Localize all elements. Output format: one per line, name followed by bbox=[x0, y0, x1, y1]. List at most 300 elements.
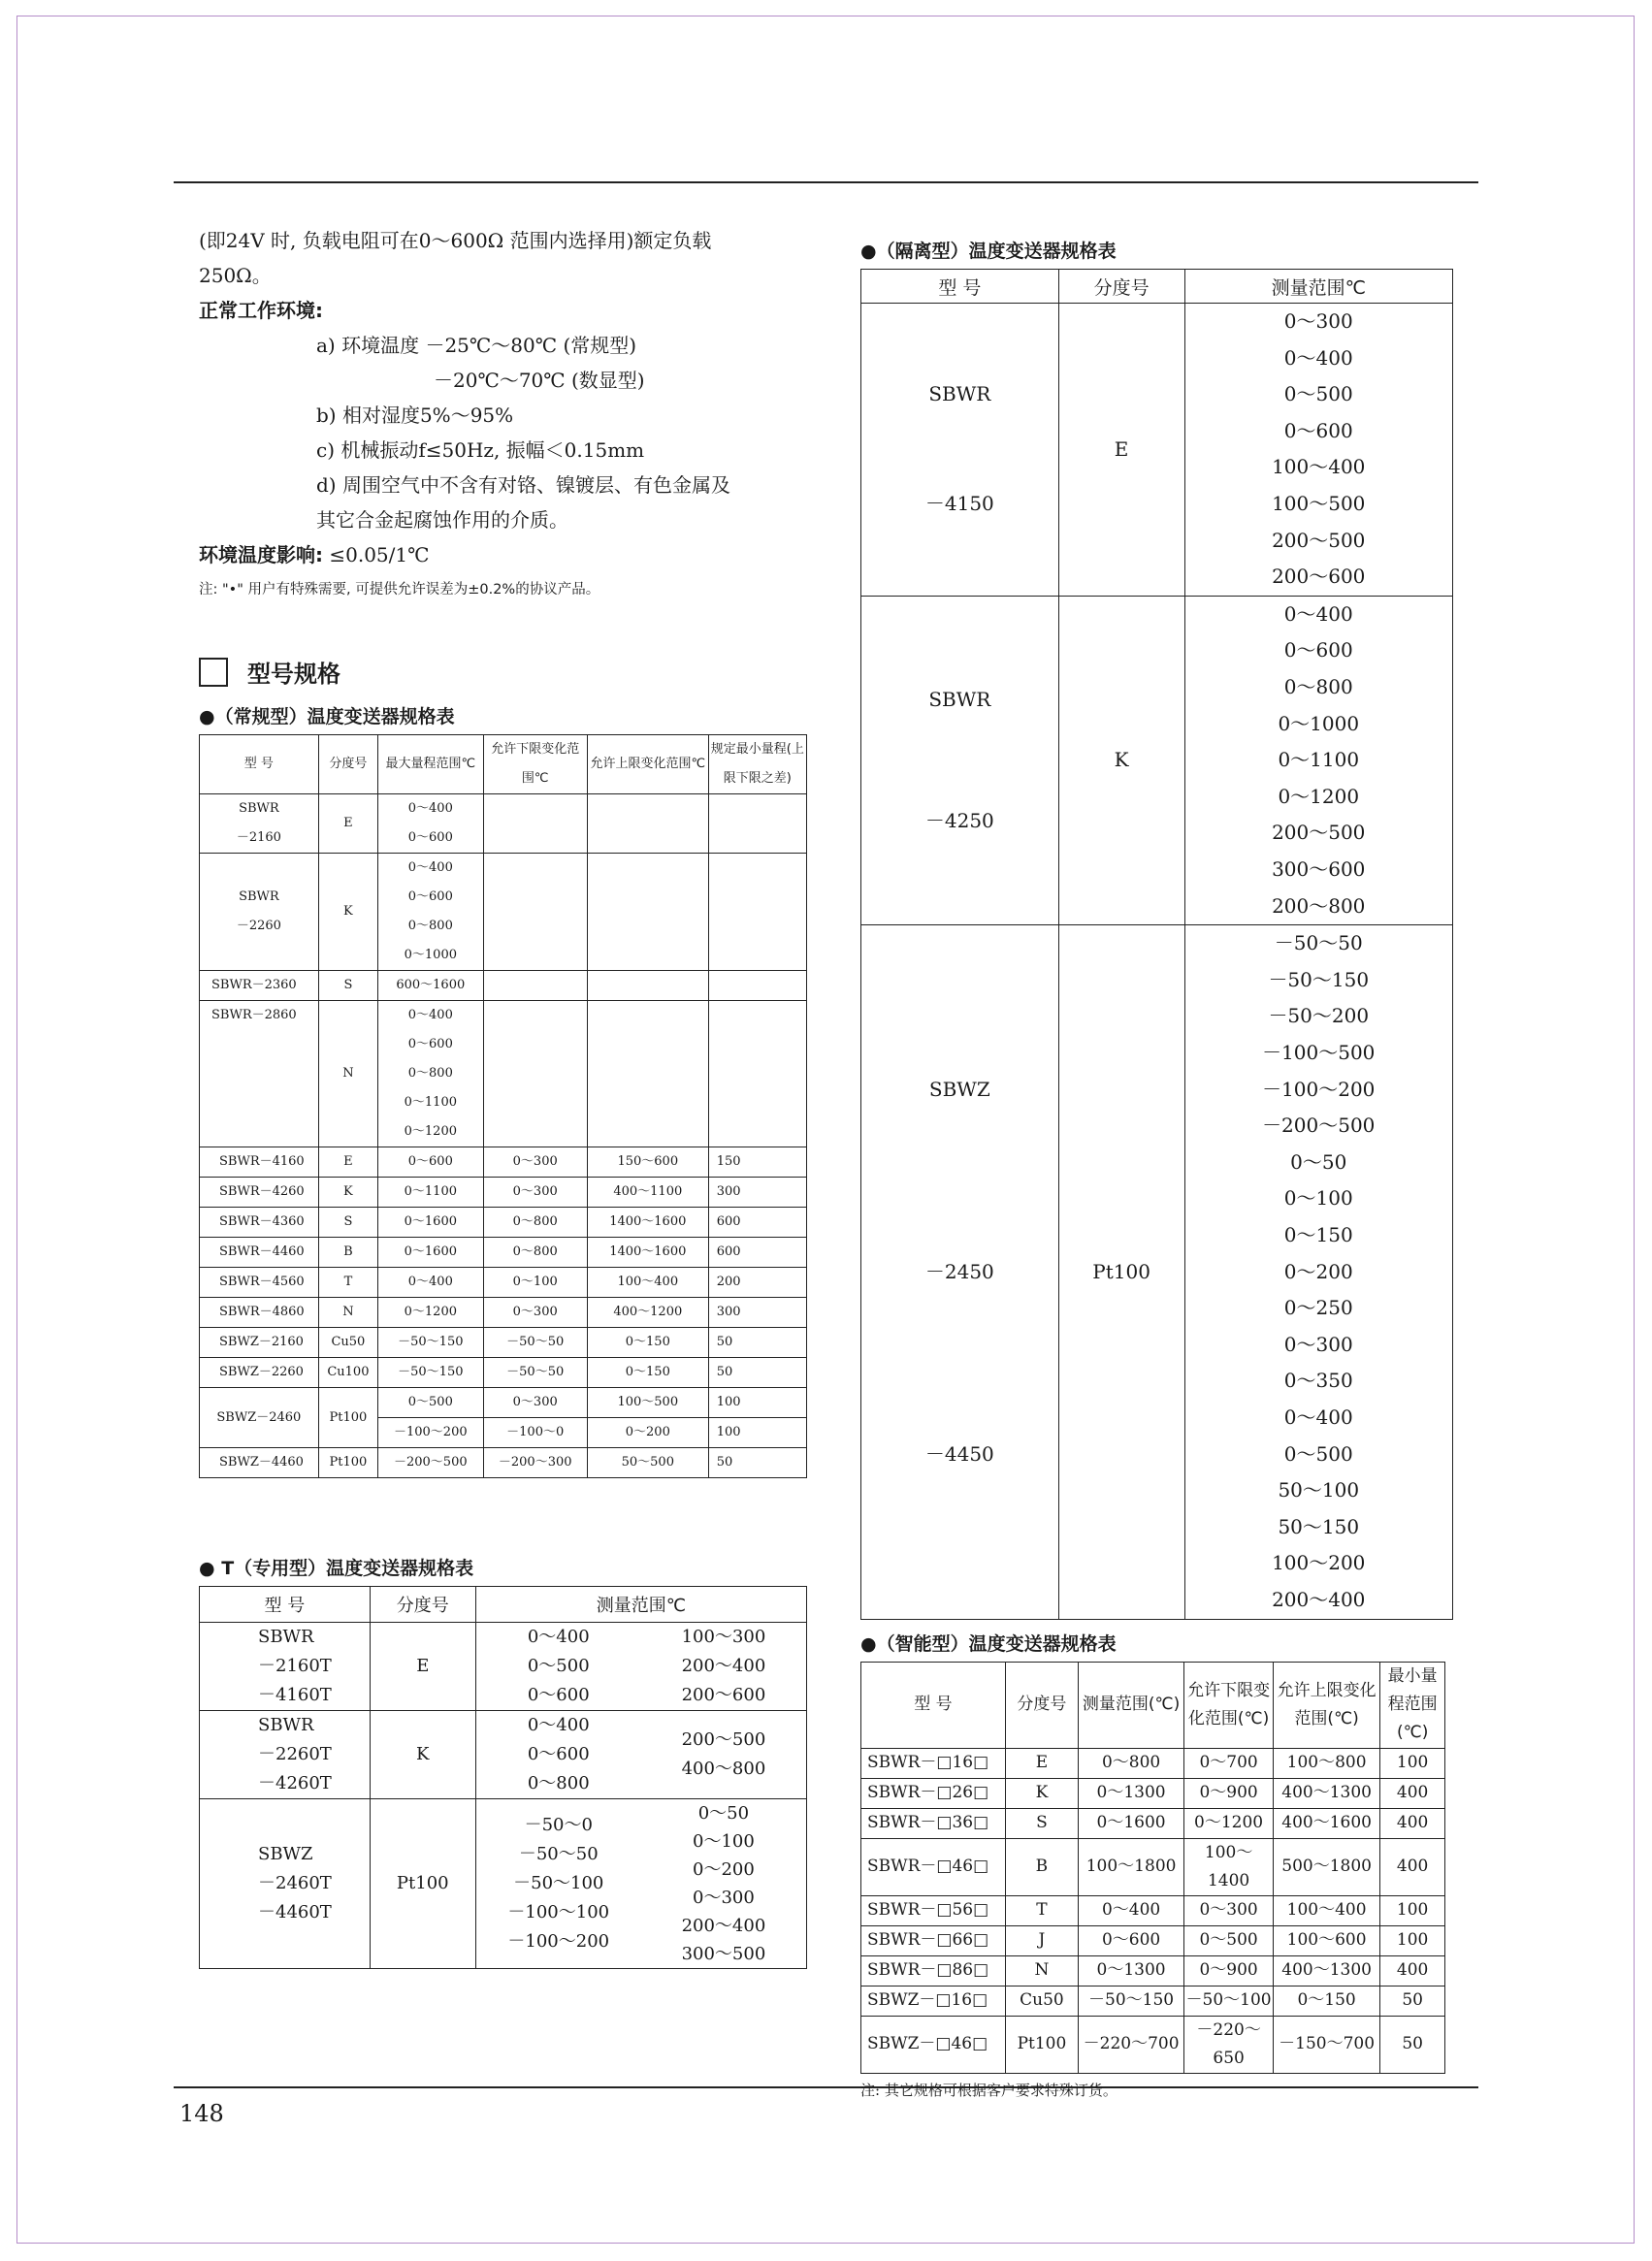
model-cell bbox=[200, 1711, 371, 1799]
cell-line: －2260 bbox=[236, 919, 281, 933]
cell-line: －2260T bbox=[258, 1744, 332, 1764]
model-cell bbox=[861, 925, 1059, 1619]
cell-line: 0～400 bbox=[1283, 345, 1353, 370]
table-row bbox=[861, 2016, 1445, 2073]
table-cell: K bbox=[1005, 1778, 1078, 1808]
table-cell: －100～0 bbox=[483, 1418, 587, 1448]
table-cell: 0～150 bbox=[1273, 1986, 1379, 2016]
empty-cell bbox=[708, 1001, 806, 1147]
table-cell: 100～500 bbox=[587, 1388, 708, 1418]
cell-line: 0～400 bbox=[407, 1008, 453, 1022]
table-cell: Pt100 bbox=[1005, 2016, 1078, 2073]
table-cell: 0～300 bbox=[483, 1147, 587, 1178]
cell-line: 0～800 bbox=[407, 919, 453, 933]
table-cell: 100 bbox=[1380, 1895, 1445, 1925]
left-column bbox=[199, 223, 820, 1969]
cell-line: SBWR bbox=[239, 801, 279, 816]
table-row bbox=[200, 1208, 807, 1238]
cell-line: 0～400 bbox=[527, 1627, 590, 1647]
table-cell: 0～300 bbox=[1184, 1895, 1274, 1925]
table-cell: 100 bbox=[1380, 1748, 1445, 1778]
range-list bbox=[641, 1799, 806, 1968]
table-cell: 100～600 bbox=[1273, 1925, 1379, 1955]
env-item: c) 机械振动f≤50Hz, 振幅＜0.15mm bbox=[316, 438, 645, 462]
cell-line: 300～600 bbox=[1272, 856, 1366, 881]
table-cell: T bbox=[318, 1268, 377, 1298]
column-header: 型 号 bbox=[200, 1587, 371, 1623]
cell-line: 0～600 bbox=[1283, 418, 1353, 442]
range-cell bbox=[475, 1799, 806, 1969]
table-cell: 50 bbox=[708, 1358, 806, 1388]
table-cell: 0～700 bbox=[1184, 1748, 1274, 1778]
cell-line: 0～100 bbox=[693, 1831, 755, 1852]
table-row bbox=[861, 1895, 1445, 1925]
table-cell: 0～400 bbox=[378, 1268, 483, 1298]
empty-cell bbox=[708, 971, 806, 1001]
cell-line: －4450 bbox=[924, 1441, 994, 1466]
table-cell: 0～1200 bbox=[1184, 1808, 1274, 1838]
table-cell: SBWR－□16□ bbox=[861, 1748, 1006, 1778]
graduation-cell: K bbox=[370, 1711, 475, 1799]
cell-line: 400～800 bbox=[681, 1759, 766, 1779]
model-cell bbox=[200, 1799, 371, 1969]
table-cell: 0～300 bbox=[483, 1298, 587, 1328]
range-cell bbox=[378, 1001, 483, 1147]
cell-line: SBWR bbox=[258, 1627, 314, 1647]
table-cell: 500～1800 bbox=[1273, 1838, 1379, 1895]
cell-line: SBWZ bbox=[928, 1077, 990, 1101]
note: 注: "•" 用户有特殊需要, 可提供允许误差为±0.2%的协议产品。 bbox=[199, 582, 600, 598]
spec-note: 注: 其它规格可根据客户要求特殊订货。 bbox=[860, 2081, 1118, 2099]
model-cell bbox=[200, 971, 319, 1001]
table-row bbox=[861, 1955, 1445, 1986]
cell-line: 0～300 bbox=[693, 1888, 755, 1908]
cell-line: SBWR bbox=[928, 382, 991, 406]
table-cell: －50～50 bbox=[483, 1328, 587, 1358]
cell-line: 0～600 bbox=[527, 1744, 590, 1764]
cell-line: 0～350 bbox=[1283, 1369, 1353, 1393]
model-cell bbox=[200, 1623, 371, 1711]
table-row bbox=[861, 1838, 1445, 1895]
column-header: 最小量程范围(℃) bbox=[1380, 1662, 1445, 1748]
column-header: 规定最小量程(上限下限之差) bbox=[708, 735, 806, 794]
cell-line: 0～600 bbox=[407, 830, 453, 845]
table-cell: －50～150 bbox=[1078, 1986, 1183, 2016]
cell-line: SBWR－2860 bbox=[211, 1008, 297, 1022]
env-heading: 正常工作环境: bbox=[199, 299, 323, 322]
cell-line: 0～100 bbox=[1283, 1186, 1353, 1211]
table-cell: 50 bbox=[708, 1328, 806, 1358]
cell-line: SBWR bbox=[928, 687, 991, 711]
cell-line: －200～500 bbox=[1262, 1114, 1376, 1138]
cell-line: 0～400 bbox=[407, 860, 453, 875]
cell-line: －50～0 bbox=[524, 1815, 593, 1835]
cell-line: 0～400 bbox=[1283, 1405, 1353, 1429]
header-rule bbox=[174, 181, 1478, 183]
cell-line: －2160 bbox=[236, 830, 281, 845]
table-caption: ● T（专用型）温度变送器规格表 bbox=[199, 1558, 474, 1579]
cell-line: －2450 bbox=[924, 1259, 994, 1283]
table-row bbox=[200, 1268, 807, 1298]
cell-line: －50～200 bbox=[1268, 1004, 1370, 1028]
model-cell: SBWZ－2460 bbox=[200, 1388, 319, 1448]
table-cell: 600 bbox=[708, 1208, 806, 1238]
column-header: 测量范围℃ bbox=[475, 1587, 806, 1623]
table-caption: ●（常规型）温度变送器规格表 bbox=[199, 706, 455, 727]
table-cell: －220～700 bbox=[1078, 2016, 1183, 2073]
range-list bbox=[476, 1711, 641, 1798]
table-cell: －50～150 bbox=[378, 1328, 483, 1358]
table-cell: SBWZ－□16□ bbox=[861, 1986, 1006, 2016]
cell-line: －50～100 bbox=[513, 1873, 604, 1893]
table-cell: 0～1600 bbox=[378, 1208, 483, 1238]
table-row bbox=[200, 1388, 807, 1418]
table-cell: SBWR－□86□ bbox=[861, 1955, 1006, 1986]
table-cell: 400～1100 bbox=[587, 1178, 708, 1208]
range-cell bbox=[1184, 304, 1453, 597]
cell-line: 0～500 bbox=[1283, 1441, 1353, 1466]
table-cell: 0～1300 bbox=[1078, 1955, 1183, 1986]
cell-line: 200～600 bbox=[681, 1685, 766, 1705]
table-cell: 1400～1600 bbox=[587, 1238, 708, 1268]
table-cell: SBWR－4260 bbox=[200, 1178, 319, 1208]
table-cell: 0～150 bbox=[587, 1358, 708, 1388]
empty-cell bbox=[483, 794, 587, 854]
cell-line: 0～400 bbox=[407, 801, 453, 816]
cell-line: －2160T bbox=[258, 1656, 332, 1676]
graduation-cell: Pt100 bbox=[370, 1799, 475, 1969]
section-title: 型号规格 bbox=[247, 661, 340, 688]
cell-line: 0～300 bbox=[1283, 1332, 1353, 1356]
column-header: 测量范围℃ bbox=[1184, 270, 1453, 304]
table-cell: 400～1300 bbox=[1273, 1955, 1379, 1986]
table-cell: 300 bbox=[708, 1298, 806, 1328]
range-cell bbox=[475, 1711, 806, 1799]
table-cell: Cu50 bbox=[1005, 1986, 1078, 2016]
cell-line: 0～800 bbox=[407, 1066, 453, 1081]
cell-line: －100～100 bbox=[507, 1902, 610, 1922]
table-cell: SBWR－4460 bbox=[200, 1238, 319, 1268]
cell-line: 0～800 bbox=[1283, 675, 1353, 698]
graduation-cell: E bbox=[370, 1623, 475, 1711]
table-row bbox=[200, 1711, 807, 1799]
cell-line: －100～200 bbox=[507, 1931, 610, 1952]
empty-cell bbox=[708, 794, 806, 854]
table-cell: 100 bbox=[1380, 1925, 1445, 1955]
cell-line: 0～50 bbox=[1290, 1149, 1347, 1174]
right-column bbox=[860, 231, 1462, 2100]
graduation-cell: E bbox=[318, 794, 377, 854]
cell-line: 200～500 bbox=[1272, 528, 1366, 552]
cell-line: 100～400 bbox=[1272, 455, 1366, 479]
table-cell: －100～200 bbox=[378, 1418, 483, 1448]
table-cell: SBWR－□46□ bbox=[861, 1838, 1006, 1895]
cell-line: －4260T bbox=[258, 1773, 332, 1793]
cell-line: 0～1200 bbox=[404, 1124, 457, 1139]
table-cell: －200～300 bbox=[483, 1448, 587, 1478]
table-row bbox=[861, 1925, 1445, 1955]
table-caption: ●（隔离型）温度变送器规格表 bbox=[860, 241, 1117, 262]
table-cell: S bbox=[1005, 1808, 1078, 1838]
table-cell: 600 bbox=[708, 1238, 806, 1268]
table-row bbox=[200, 1358, 807, 1388]
intro-line-2: 250Ω。 bbox=[199, 264, 272, 287]
table-cell: 400 bbox=[1380, 1808, 1445, 1838]
column-header: 分度号 bbox=[1058, 270, 1184, 304]
graduation-cell: K bbox=[1058, 596, 1184, 924]
table-cell: 0～300 bbox=[483, 1178, 587, 1208]
cell-line: 200～600 bbox=[1272, 565, 1366, 589]
table-cell: SBWR－□36□ bbox=[861, 1808, 1006, 1838]
cell-line: 0～400 bbox=[527, 1715, 590, 1735]
temp-influence-label: 环境温度影响: bbox=[199, 543, 323, 566]
table-row bbox=[200, 1799, 807, 1969]
table-cell: Cu100 bbox=[318, 1358, 377, 1388]
cell-line: 0～1100 bbox=[1278, 748, 1360, 772]
table-cell: SBWZ－□46□ bbox=[861, 2016, 1006, 2073]
table-row bbox=[200, 1328, 807, 1358]
table-cell: 0～1600 bbox=[1078, 1808, 1183, 1838]
cell-line: 0～600 bbox=[407, 1037, 453, 1051]
graduation-cell: Pt100 bbox=[318, 1388, 377, 1448]
table-cell: 0～1600 bbox=[378, 1238, 483, 1268]
column-header: 允许下限变化范围(℃) bbox=[1184, 1662, 1274, 1748]
table-cell: N bbox=[1005, 1955, 1078, 1986]
cell-line: －4250 bbox=[924, 808, 994, 832]
cell-line: －100～200 bbox=[1262, 1077, 1376, 1101]
cell-line: 0～150 bbox=[1283, 1222, 1353, 1246]
cell-line: －2460T bbox=[258, 1873, 332, 1893]
cell-line: 0～200 bbox=[1283, 1259, 1353, 1283]
table-cell: 100～1800 bbox=[1078, 1838, 1183, 1895]
cell-line: 0～1100 bbox=[404, 1095, 457, 1110]
graduation-cell: K bbox=[318, 854, 377, 971]
range-cell bbox=[378, 971, 483, 1001]
table-cell: 0～800 bbox=[483, 1238, 587, 1268]
cell-line: 200～500 bbox=[1272, 821, 1366, 845]
empty-cell bbox=[587, 854, 708, 971]
column-header: 允许上限变化范围℃ bbox=[587, 735, 708, 794]
empty-cell bbox=[483, 1001, 587, 1147]
model-cell bbox=[200, 794, 319, 854]
table-cell: 100 bbox=[708, 1388, 806, 1418]
table-row bbox=[200, 1001, 807, 1147]
cell-line: －4160T bbox=[258, 1685, 332, 1705]
table-cell: 0～1200 bbox=[378, 1298, 483, 1328]
cell-line: 0～1000 bbox=[1278, 711, 1360, 735]
table-cell: E bbox=[318, 1147, 377, 1178]
cell-line: 0～300 bbox=[1283, 309, 1353, 334]
cell-line: SBWR bbox=[258, 1715, 314, 1735]
env-item: a) 环境温度 －25℃～80℃ (常规型) bbox=[316, 334, 637, 357]
model-cell bbox=[200, 1001, 319, 1147]
table-cell: －220～650 bbox=[1184, 2016, 1274, 2073]
cell-line: 300～500 bbox=[681, 1944, 766, 1964]
page-number: 148 bbox=[179, 2100, 224, 2127]
cell-line: 0～200 bbox=[693, 1859, 755, 1880]
table-cell: Cu50 bbox=[318, 1328, 377, 1358]
table-cell: 400 bbox=[1380, 1778, 1445, 1808]
cell-line: 0～1200 bbox=[1278, 784, 1360, 808]
graduation-cell: E bbox=[1058, 304, 1184, 597]
table-cell: SBWR－□66□ bbox=[861, 1925, 1006, 1955]
cell-line: 200～400 bbox=[1272, 1587, 1366, 1611]
cell-line: －100～500 bbox=[1262, 1041, 1376, 1065]
range-cell bbox=[1184, 925, 1453, 1619]
table-cell: －150～700 bbox=[1273, 2016, 1379, 2073]
table-cell: 50 bbox=[1380, 2016, 1445, 2073]
table-cell: －200～500 bbox=[378, 1448, 483, 1478]
table-cell: SBWZ－4460 bbox=[200, 1448, 319, 1478]
table-cell: B bbox=[1005, 1838, 1078, 1895]
table-cell: 100～400 bbox=[1273, 1895, 1379, 1925]
column-header: 允许下限变化范围℃ bbox=[483, 735, 587, 794]
table-cell: 0～800 bbox=[1078, 1748, 1183, 1778]
column-header: 测量范围(℃) bbox=[1078, 1662, 1183, 1748]
range-list bbox=[641, 1623, 806, 1710]
table-cell: B bbox=[318, 1238, 377, 1268]
isolated-spec-table bbox=[860, 269, 1453, 1620]
table-cell: 100 bbox=[708, 1418, 806, 1448]
cell-line: 50～150 bbox=[1278, 1514, 1360, 1538]
table-row bbox=[200, 854, 807, 971]
range-list bbox=[641, 1726, 806, 1784]
column-header: 型 号 bbox=[200, 735, 319, 794]
column-header: 型 号 bbox=[861, 270, 1059, 304]
model-cell bbox=[861, 596, 1059, 924]
cell-line: 0～600 bbox=[527, 1685, 590, 1705]
table-cell: －50～150 bbox=[378, 1358, 483, 1388]
cell-line: －50～50 bbox=[518, 1844, 599, 1864]
cell-line: SBWZ bbox=[258, 1844, 313, 1864]
table-cell: 0～100 bbox=[483, 1268, 587, 1298]
table-cell: 400 bbox=[1380, 1955, 1445, 1986]
table-row bbox=[861, 1748, 1445, 1778]
table-cell: E bbox=[1005, 1748, 1078, 1778]
cell-line: 0～500 bbox=[1283, 382, 1353, 406]
env-item: －20℃～70℃ (数显型) bbox=[434, 369, 645, 392]
table-row bbox=[200, 971, 807, 1001]
model-cell bbox=[861, 304, 1059, 597]
smart-spec-table bbox=[860, 1662, 1445, 2074]
table-cell: 1400～1600 bbox=[587, 1208, 708, 1238]
table-cell: 0～900 bbox=[1184, 1955, 1274, 1986]
table-cell: N bbox=[318, 1298, 377, 1328]
table-cell: 400～1600 bbox=[1273, 1808, 1379, 1838]
table-cell: 0～500 bbox=[1184, 1925, 1274, 1955]
env-item: b) 相对湿度5%～95% bbox=[316, 404, 514, 427]
table-row bbox=[861, 304, 1453, 597]
table-cell: K bbox=[318, 1178, 377, 1208]
table-cell: 0～500 bbox=[378, 1388, 483, 1418]
table-cell: 0～300 bbox=[483, 1388, 587, 1418]
table-cell: 50 bbox=[708, 1448, 806, 1478]
range-list bbox=[476, 1811, 641, 1956]
empty-cell bbox=[587, 1001, 708, 1147]
cell-line: －50～50 bbox=[1274, 931, 1363, 955]
cell-line: SBWR－2360 bbox=[211, 978, 297, 992]
cell-line: －50～150 bbox=[1268, 967, 1370, 991]
cell-line: 0～800 bbox=[527, 1773, 590, 1793]
table-row bbox=[861, 925, 1453, 1619]
table-cell: 400～1300 bbox=[1273, 1778, 1379, 1808]
table-cell: 0～600 bbox=[1078, 1925, 1183, 1955]
env-item: d) 周围空气中不含有对铬、镍镀层、有色金属及 bbox=[316, 473, 730, 497]
table-cell: 100～1400 bbox=[1184, 1838, 1274, 1895]
table-cell: 100～400 bbox=[587, 1268, 708, 1298]
table-row bbox=[200, 1623, 807, 1711]
intro-line-1: (即24V 时, 负载电阻可在0～600Ω 范围内选择用)额定负载 bbox=[199, 229, 712, 252]
table-cell: SBWR－4860 bbox=[200, 1298, 319, 1328]
cell-line: SBWR bbox=[239, 889, 279, 904]
cell-line: －4460T bbox=[258, 1902, 332, 1922]
cell-line: 0～600 bbox=[1283, 638, 1353, 662]
table-cell: 50～500 bbox=[587, 1448, 708, 1478]
graduation-cell: N bbox=[318, 1001, 377, 1147]
temp-influence-value: ≤0.05/1℃ bbox=[329, 543, 430, 566]
table-row bbox=[200, 1238, 807, 1268]
table-cell: T bbox=[1005, 1895, 1078, 1925]
table-cell: 100～800 bbox=[1273, 1748, 1379, 1778]
empty-cell bbox=[587, 971, 708, 1001]
env-item: 其它合金起腐蚀作用的介质。 bbox=[316, 508, 568, 532]
table-cell: 150～600 bbox=[587, 1147, 708, 1178]
table-cell: 0～200 bbox=[587, 1418, 708, 1448]
column-header: 分度号 bbox=[1005, 1662, 1078, 1748]
column-header: 分度号 bbox=[318, 735, 377, 794]
cell-line: 200～800 bbox=[1272, 893, 1366, 918]
cell-line: 200～500 bbox=[681, 1729, 766, 1750]
graduation-cell: S bbox=[318, 971, 377, 1001]
graduation-cell: Pt100 bbox=[1058, 925, 1184, 1619]
table-cell: 300 bbox=[708, 1178, 806, 1208]
cell-line: 0～600 bbox=[407, 889, 453, 904]
table-cell: SBWZ－2260 bbox=[200, 1358, 319, 1388]
table-cell: 0～150 bbox=[587, 1328, 708, 1358]
table-cell: S bbox=[318, 1208, 377, 1238]
table-row bbox=[200, 1178, 807, 1208]
cell-line: 100～200 bbox=[1272, 1551, 1366, 1575]
cell-line: －4150 bbox=[924, 492, 994, 515]
range-cell bbox=[378, 854, 483, 971]
cell-line: 0～250 bbox=[1283, 1296, 1353, 1320]
cell-line: 100～300 bbox=[681, 1627, 766, 1647]
cell-line: 200～400 bbox=[681, 1916, 766, 1936]
table-cell: J bbox=[1005, 1925, 1078, 1955]
table-row bbox=[200, 1298, 807, 1328]
table-cell: 150 bbox=[708, 1147, 806, 1178]
table-cell: 0～600 bbox=[378, 1147, 483, 1178]
checkbox-icon bbox=[199, 658, 228, 687]
table-cell: 50 bbox=[1380, 1986, 1445, 2016]
table-row bbox=[200, 794, 807, 854]
table-caption: ●（智能型）温度变送器规格表 bbox=[860, 1632, 1117, 1655]
cell-line: 50～100 bbox=[1278, 1478, 1360, 1502]
model-cell bbox=[200, 854, 319, 971]
empty-cell bbox=[483, 971, 587, 1001]
table-row bbox=[861, 1778, 1445, 1808]
cell-line: 100～500 bbox=[1272, 491, 1366, 515]
cell-line: 0～500 bbox=[527, 1656, 590, 1676]
table-row bbox=[861, 1808, 1445, 1838]
table-cell: 0～900 bbox=[1184, 1778, 1274, 1808]
range-cell bbox=[378, 794, 483, 854]
column-header: 最大量程范围℃ bbox=[378, 735, 483, 794]
special-spec-table bbox=[199, 1586, 807, 1969]
table-cell: SBWR－4360 bbox=[200, 1208, 319, 1238]
cell-line: 0～50 bbox=[697, 1803, 750, 1824]
table-cell: －50～100 bbox=[1184, 1986, 1274, 2016]
